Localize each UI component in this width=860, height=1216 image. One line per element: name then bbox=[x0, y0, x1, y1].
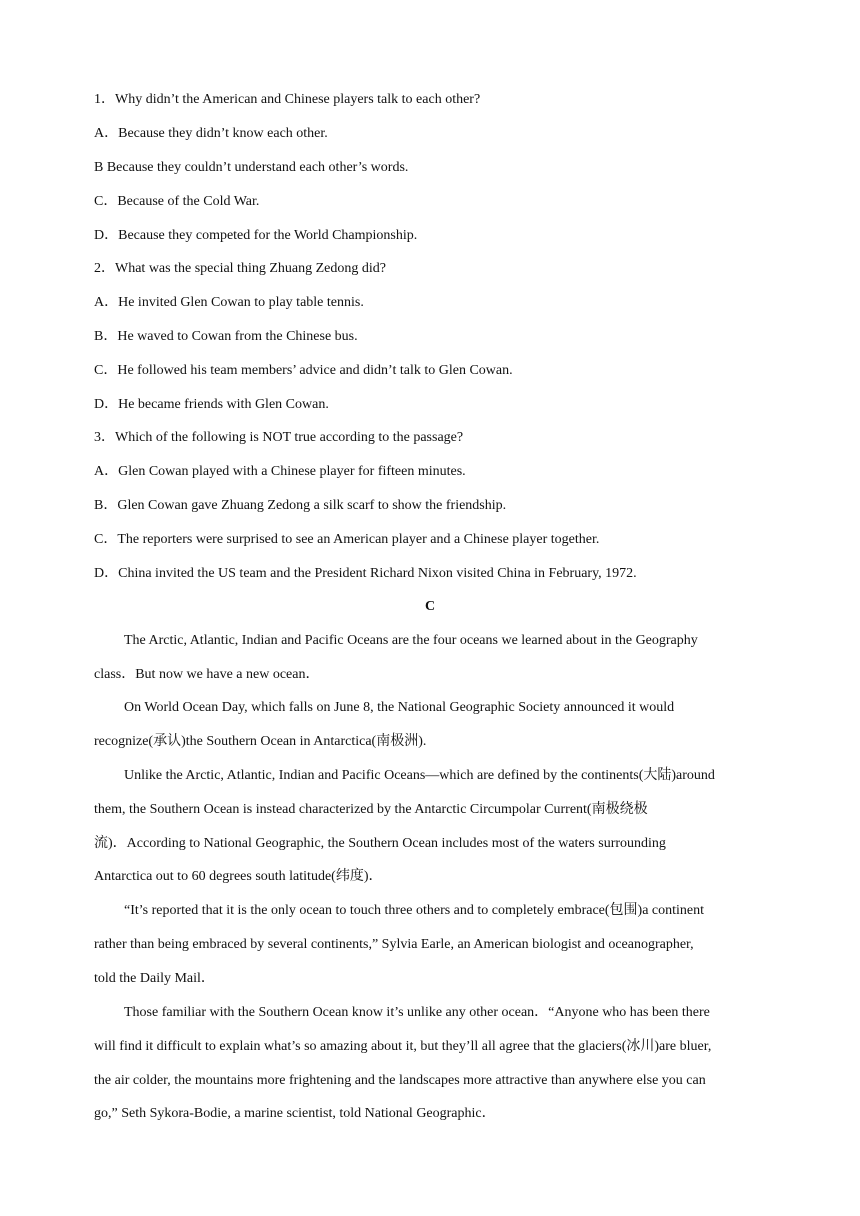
passage-line: The Arctic, Atlantic, Indian and Pacific Oceans are the four oceans we learned about in the Geography bbox=[124, 633, 698, 648]
passage-line: Antarctica out to 60 degrees south latitude(纬度)． bbox=[94, 869, 383, 884]
question-2-stem: 2．What was the special thing Zhuang Zedong did? bbox=[94, 261, 386, 276]
question-3-option-b: B．Glen Cowan gave Zhuang Zedong a silk scarf to show the friendship. bbox=[94, 498, 507, 513]
passage-line: will find it difficult to explain what’s so amazing about it, but they’ll all agree that the glaciers(冰川)are bluer, bbox=[94, 1039, 712, 1054]
passage-line: “It’s reported that it is the only ocean to touch three others and to completely embrace(包围)a continent bbox=[124, 903, 705, 918]
question-3-option-c: C．The reporters were surprised to see an American player and a Chinese player together. bbox=[94, 532, 600, 547]
question-1-option-c: C．Because of the Cold War. bbox=[94, 194, 260, 209]
passage-line: 流)．According to National Geographic, the Southern Ocean includes most of the waters surrounding bbox=[94, 836, 666, 851]
question-2-option-a: A．He invited Glen Cowan to play table tennis. bbox=[94, 295, 364, 310]
question-1-stem: 1．Why didn’t the American and Chinese players talk to each other? bbox=[94, 92, 481, 107]
passage-line: go,” Seth Sykora-Bodie, a marine scientist, told National Geographic． bbox=[94, 1106, 496, 1121]
passage-line: Those familiar with the Southern Ocean know it’s unlike any other ocean．“Anyone who has been there bbox=[124, 1005, 710, 1020]
question-1-option-b: B Because they couldn’t understand each other’s words. bbox=[94, 160, 409, 175]
question-1-option-a: A．Because they didn’t know each other. bbox=[94, 126, 328, 141]
passage-line: recognize(承认)the Southern Ocean in Antarctica(南极洲). bbox=[94, 734, 427, 749]
passage-line: Unlike the Arctic, Atlantic, Indian and Pacific Oceans—which are defined by the continents(大陆)around bbox=[124, 768, 715, 783]
question-3-option-d: D．China invited the US team and the President Richard Nixon visited China in February, 1972. bbox=[94, 566, 637, 581]
passage-line: rather than being embraced by several continents,” Sylvia Earle, an American biologist and oceanographer, bbox=[94, 937, 694, 952]
passage-line: the air colder, the mountains more frightening and the landscapes more attractive than anywhere else you can bbox=[94, 1073, 706, 1088]
question-1-option-d: D．Because they competed for the World Championship. bbox=[94, 228, 418, 243]
question-2-option-d: D．He became friends with Glen Cowan. bbox=[94, 397, 329, 412]
question-3-stem: 3．Which of the following is NOT true according to the passage? bbox=[94, 430, 464, 445]
question-2-option-c: C．He followed his team members’ advice and didn’t talk to Glen Cowan. bbox=[94, 363, 513, 378]
question-3-option-a: A．Glen Cowan played with a Chinese player for fifteen minutes. bbox=[94, 464, 466, 479]
passage-line: told the Daily Mail． bbox=[94, 971, 215, 986]
passage-line: On World Ocean Day, which falls on June 8, the National Geographic Society announced it would bbox=[124, 700, 675, 715]
passage-line: class．But now we have a new ocean． bbox=[94, 667, 320, 682]
question-2-option-b: B．He waved to Cowan from the Chinese bus. bbox=[94, 329, 358, 344]
section-heading: C bbox=[424, 599, 436, 614]
passage-line: them, the Southern Ocean is instead characterized by the Antarctic Circumpolar Current(南极绕极 bbox=[94, 802, 648, 817]
